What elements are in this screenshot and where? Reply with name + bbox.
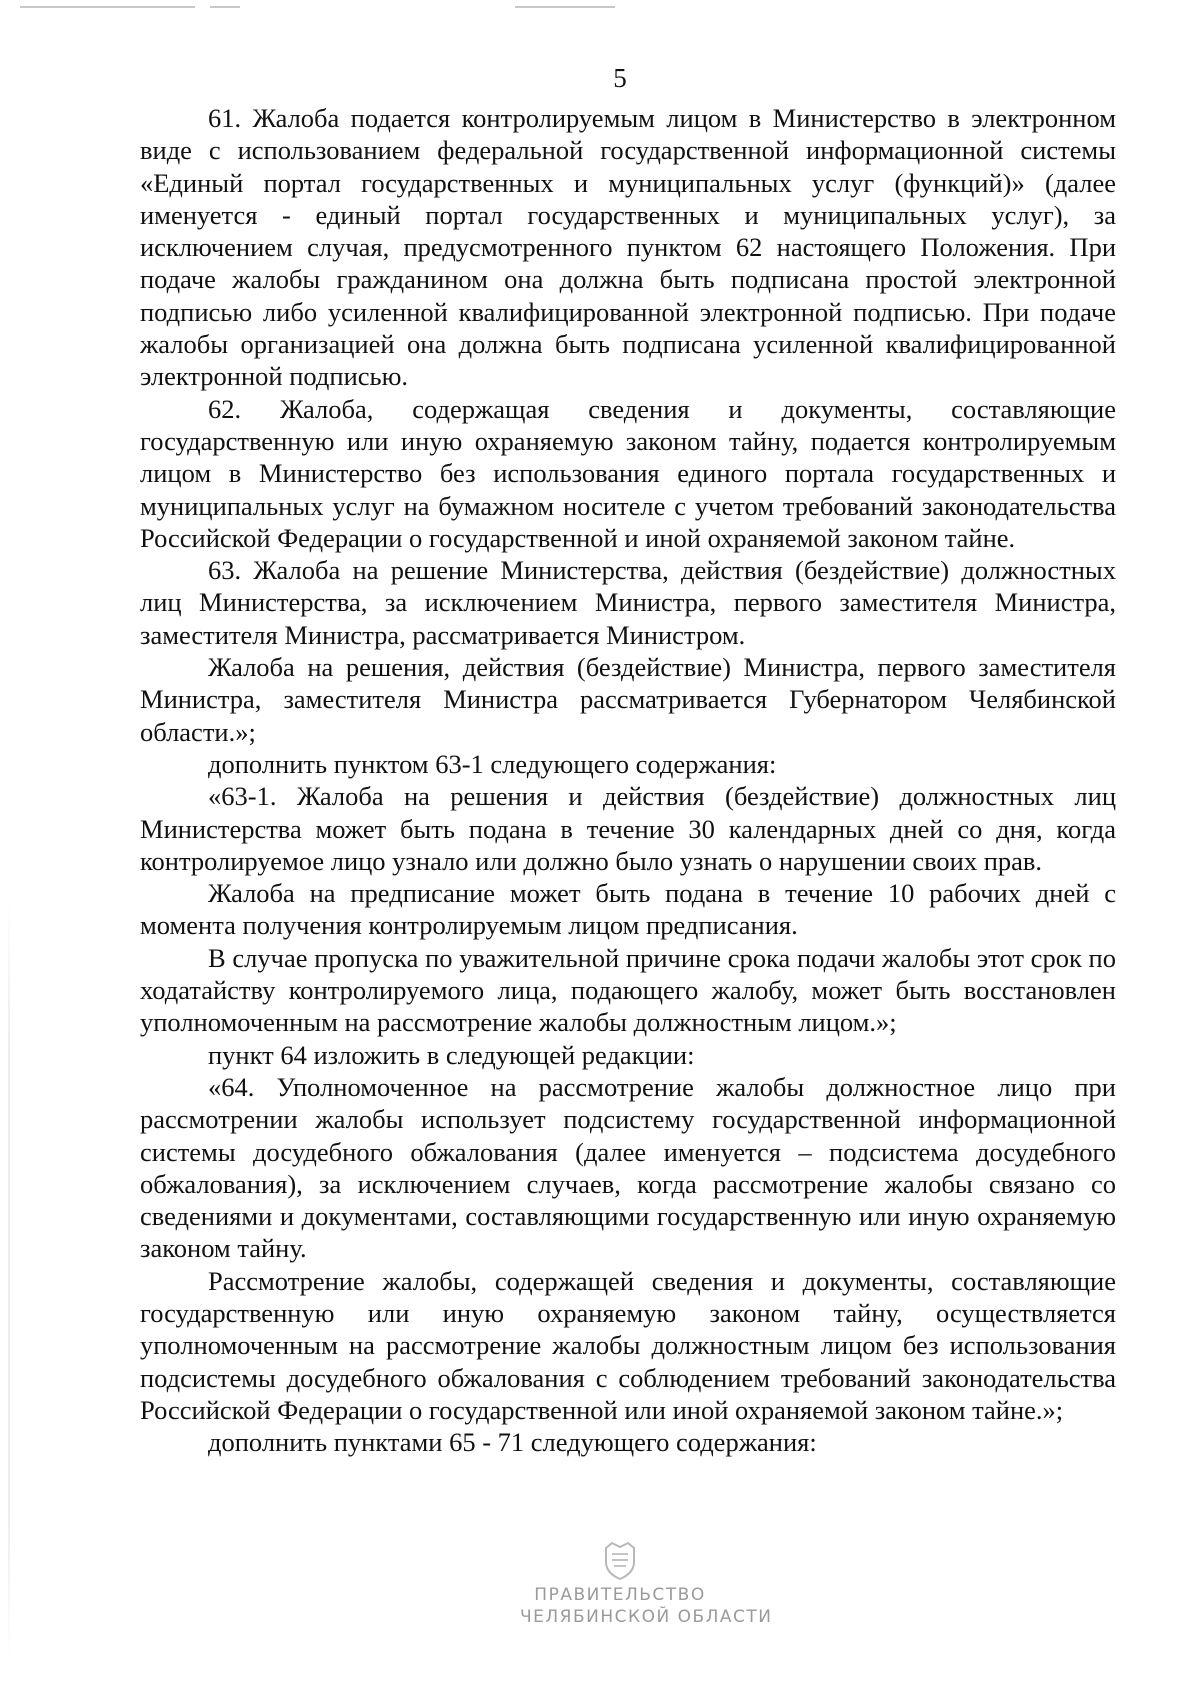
paragraph-63-1-part-3: В случае пропуска по уважительной причине срока подачи жалобы этот срок по ходатайству контролируемого лица, подающего жалобу, может быть восстановлен уполномоченным на рассмотрение жалобы должностным лицом.»; [140, 942, 1116, 1038]
coat-of-arms-icon [602, 1540, 638, 1580]
scan-mark [20, 6, 195, 8]
paragraph-63-1: «63-1. Жалоба на решения и действия (бездействие) должностных лиц Министерства может быть подана в течение 30 календарных дней со дня, когда контролируемое лицо узнало или должно было узнать о нарушении своих прав. [140, 781, 1116, 876]
government-stamp [520, 1540, 773, 1628]
stamp-line-2: ЧЕЛЯБИНСКОЙ ОБЛАСТИ [520, 1607, 773, 1627]
instruction-add-65-71: дополнить пунктами 65 - 71 следующего содержания: [208, 1427, 817, 1458]
paragraph-63-1-part-2: Жалоба на предписание может быть подана в течение 10 рабочих дней с момента получения контролируемым лицом предписания. [140, 878, 1116, 941]
scan-artifact-edge [8, 900, 10, 1660]
stamp-line-1: ПРАВИТЕЛЬСТВО [534, 1585, 706, 1605]
paragraph-62: 62. Жалоба, содержащая сведения и документы, составляющие государственную или иную охраняемую законом тайну, подается контролируемым лицом в Министерство без использования единого портала государственных и муниципальных услуг на бумажном носителе с учетом требований законодательства Российской Федерации о государственной и иной охраняемой законом тайне. [140, 393, 1116, 553]
instruction-amend-64: пункт 64 изложить в следующей редакции: [208, 1039, 695, 1070]
paragraph-64: «64. Уполномоченное на рассмотрение жалобы должностное лицо при рассмотрении жалобы использует подсистему государственной информационной системы досудебного обжалования (далее именуется – подсистема досудебного обжалования), за исключением случаев, когда рассмотрение жалобы связано со сведениями и документами, составляющими государственную или иную охраняемую законом тайну. [140, 1071, 1116, 1264]
paragraph-63: 63. Жалоба на решение Министерства, действия (бездействие) должностных лиц Министерства, за исключением Министра, первого заместителя Министра, заместителя Министра, рассматривается Министром. [140, 555, 1116, 650]
paragraph-64-part-2: Рассмотрение жалобы, содержащей сведения и документы, составляющие государственную или иную охраняемую законом тайну, осуществляется уполномоченным на рассмотрение жалобы должностным лицом без использования подсистемы досудебного обжалования с соблюдением требований законодательства Российской Федерации о государственной или иной охраняемой законом тайне.»; [140, 1265, 1116, 1425]
paragraph-63-part-2: Жалоба на решения, действия (бездействие) Министра, первого заместителя Министра, заместителя Министра рассматривается Губернатором Челябинской области.»; [140, 652, 1116, 747]
scan-mark [515, 6, 615, 8]
page-number: 5 [613, 63, 627, 93]
scan-mark [210, 6, 240, 8]
instruction-add-63-1: дополнить пунктом 63-1 следующего содержания: [208, 748, 777, 779]
document-body [140, 102, 1116, 1458]
paragraph-61: 61. Жалоба подается контролируемым лицом в Министерство в электронном виде с использованием федеральной государственной информационной системы «Единый портал государственных и муниципальных услуг (функций)» (далее именуется - единый портал государственных и муниципальных услуг), за исключением случая, предусмотренного пунктом 62 настоящего Положения. При подаче жалобы гражданином она должна быть подписана простой электронной подписью либо усиленной квалифицированной электронной подписью. При подаче жалобы организацией она должна быть подписана усиленной квалифицированной электронной подписью. [140, 103, 1116, 392]
scan-artifact-top [0, 0, 1200, 14]
